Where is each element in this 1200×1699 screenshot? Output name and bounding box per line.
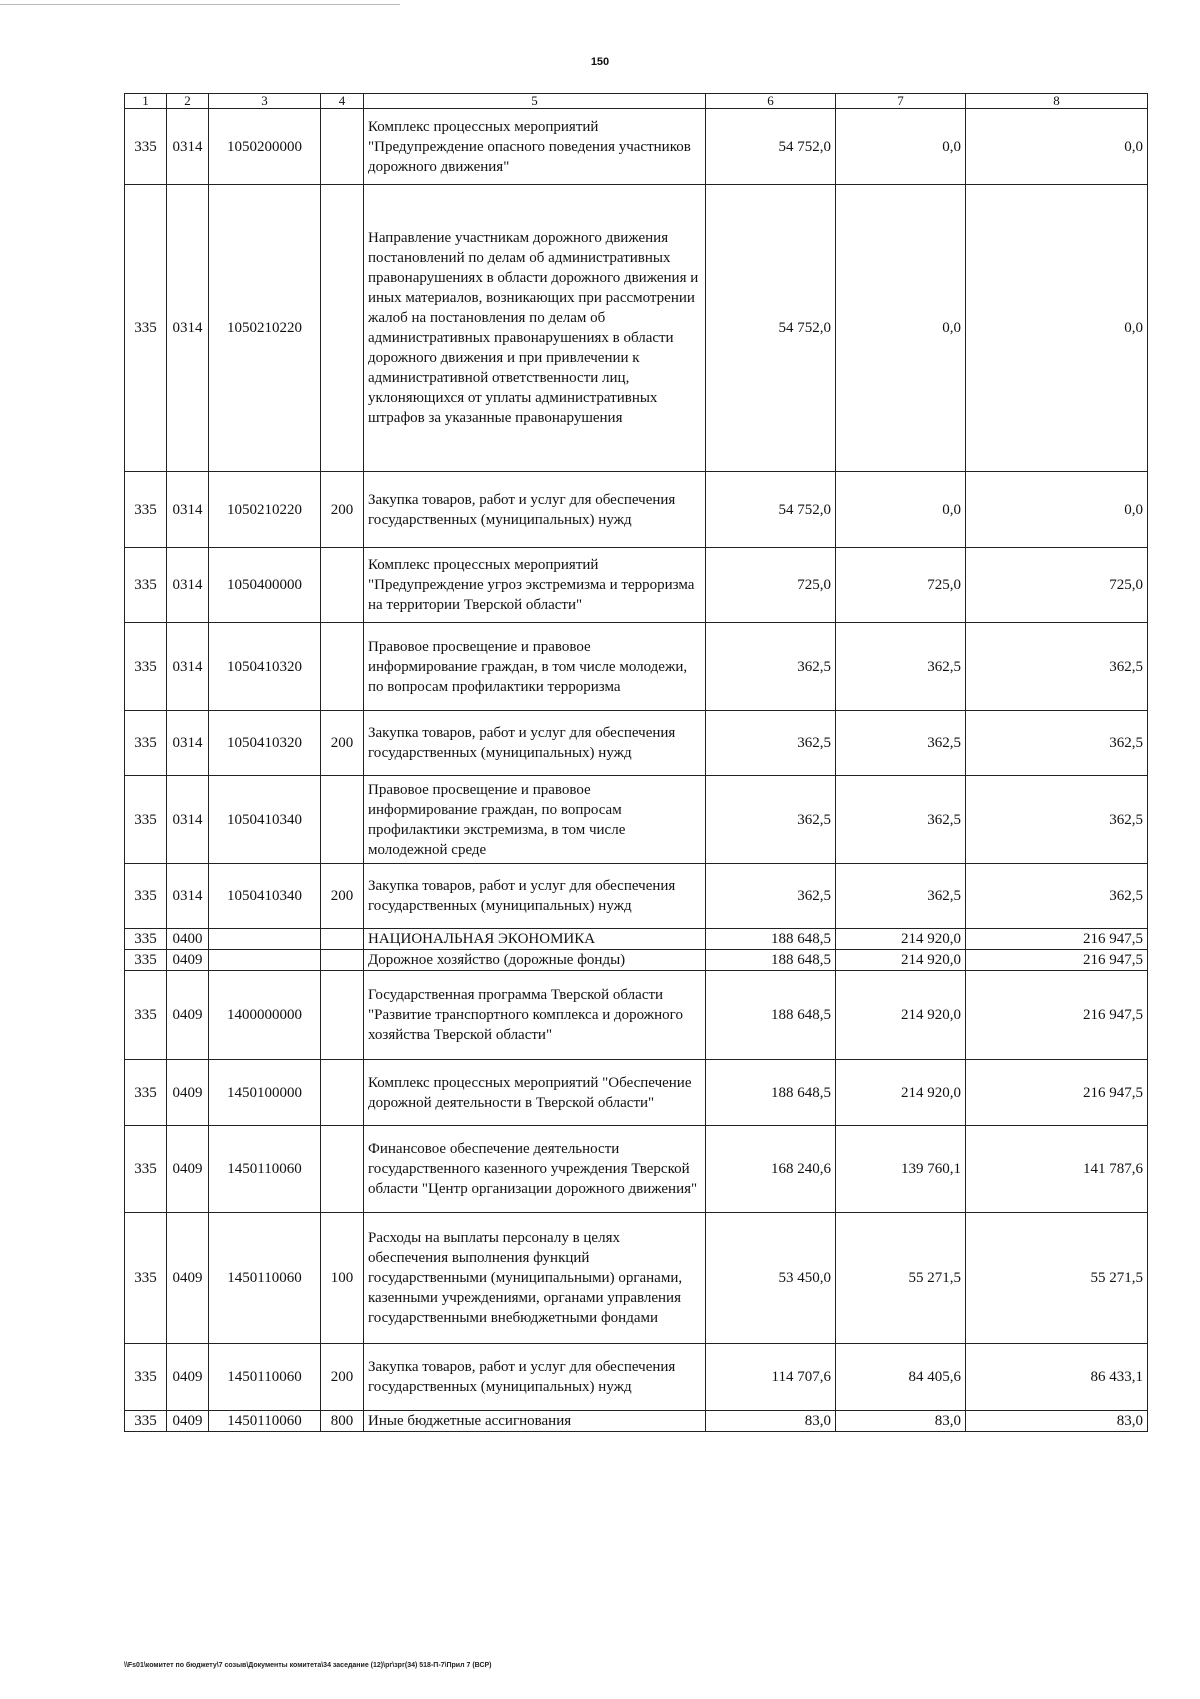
ministry-code: 335 — [125, 185, 167, 472]
amount-year-1: 54 752,0 — [706, 109, 836, 185]
section-code: 0314 — [167, 548, 209, 623]
target-article-code: 1050200000 — [209, 109, 321, 185]
section-code: 0409 — [167, 1060, 209, 1126]
section-code: 0314 — [167, 864, 209, 929]
amount-year-2: 0,0 — [836, 472, 966, 548]
section-code: 0409 — [167, 1126, 209, 1213]
item-description: Комплекс процессных мероприятий "Обеспечение дорожной деятельности в Тверской области" — [364, 1060, 706, 1126]
ministry-code: 335 — [125, 623, 167, 711]
amount-year-3: 362,5 — [966, 711, 1148, 776]
header-cell: 6 — [706, 94, 836, 109]
expense-type-code: 100 — [321, 1213, 364, 1344]
item-description: Иные бюджетные ассигнования — [364, 1411, 706, 1432]
section-code: 0314 — [167, 472, 209, 548]
expense-type-code — [321, 623, 364, 711]
target-article-code: 1050210220 — [209, 472, 321, 548]
amount-year-1: 188 648,5 — [706, 1060, 836, 1126]
amount-year-1: 54 752,0 — [706, 472, 836, 548]
amount-year-3: 362,5 — [966, 776, 1148, 864]
header-row — [125, 94, 1148, 109]
item-description: Закупка товаров, работ и услуг для обеспечения государственных (муниципальных) нужд — [364, 864, 706, 929]
expense-type-code — [321, 971, 364, 1060]
section-code: 0400 — [167, 929, 209, 950]
expense-type-code: 200 — [321, 711, 364, 776]
item-description: Комплекс процессных мероприятий "Предупреждение угроз экстремизма и терроризма на территории Тверской области" — [364, 548, 706, 623]
ministry-code: 335 — [125, 548, 167, 623]
expense-type-code: 800 — [321, 1411, 364, 1432]
amount-year-2: 214 920,0 — [836, 1060, 966, 1126]
amount-year-3: 725,0 — [966, 548, 1148, 623]
table-row — [125, 950, 1148, 971]
target-article-code: 1050410340 — [209, 776, 321, 864]
amount-year-2: 362,5 — [836, 776, 966, 864]
amount-year-1: 114 707,6 — [706, 1344, 836, 1411]
table-row — [125, 472, 1148, 548]
amount-year-2: 362,5 — [836, 623, 966, 711]
section-code: 0314 — [167, 109, 209, 185]
amount-year-3: 0,0 — [966, 109, 1148, 185]
table-row — [125, 776, 1148, 864]
amount-year-1: 362,5 — [706, 623, 836, 711]
target-article-code: 1450110060 — [209, 1126, 321, 1213]
target-article-code: 1050410340 — [209, 864, 321, 929]
expense-type-code — [321, 776, 364, 864]
item-description: Правовое просвещение и правовое информирование граждан, в том числе молодежи, по вопросам профилактики терроризма — [364, 623, 706, 711]
amount-year-3: 55 271,5 — [966, 1213, 1148, 1344]
target-article-code: 1050210220 — [209, 185, 321, 472]
amount-year-3: 83,0 — [966, 1411, 1148, 1432]
section-code: 0409 — [167, 950, 209, 971]
item-description: Дорожное хозяйство (дорожные фонды) — [364, 950, 706, 971]
target-article-code: 1450110060 — [209, 1213, 321, 1344]
section-code: 0314 — [167, 185, 209, 472]
amount-year-2: 55 271,5 — [836, 1213, 966, 1344]
amount-year-3: 0,0 — [966, 472, 1148, 548]
section-code: 0409 — [167, 1213, 209, 1344]
ministry-code: 335 — [125, 1411, 167, 1432]
target-article-code: 1400000000 — [209, 971, 321, 1060]
ministry-code: 335 — [125, 776, 167, 864]
expense-type-code: 200 — [321, 864, 364, 929]
expense-type-code — [321, 1060, 364, 1126]
table-row — [125, 1213, 1148, 1344]
table-row — [125, 1344, 1148, 1411]
header-cell: 8 — [966, 94, 1148, 109]
amount-year-1: 83,0 — [706, 1411, 836, 1432]
amount-year-2: 83,0 — [836, 1411, 966, 1432]
amount-year-1: 53 450,0 — [706, 1213, 836, 1344]
amount-year-2: 725,0 — [836, 548, 966, 623]
expense-type-code — [321, 185, 364, 472]
ministry-code: 335 — [125, 950, 167, 971]
target-article-code — [209, 950, 321, 971]
target-article-code: 1050410320 — [209, 711, 321, 776]
section-code: 0314 — [167, 711, 209, 776]
amount-year-2: 214 920,0 — [836, 971, 966, 1060]
item-description: НАЦИОНАЛЬНАЯ ЭКОНОМИКА — [364, 929, 706, 950]
amount-year-3: 141 787,6 — [966, 1126, 1148, 1213]
amount-year-3: 0,0 — [966, 185, 1148, 472]
file-path-footer: \\Fs01\комитет по бюджету\7 созыв\Документы комитета\34 заседание (12)\рг\зрг(34) 518-П-7\Прил 7 (ВСР) — [124, 1662, 492, 1669]
target-article-code — [209, 929, 321, 950]
table-row — [125, 711, 1148, 776]
ministry-code: 335 — [125, 472, 167, 548]
item-description: Финансовое обеспечение деятельности государственного казенного учреждения Тверской области "Центр организации дорожного движения" — [364, 1126, 706, 1213]
ministry-code: 335 — [125, 971, 167, 1060]
expense-type-code: 200 — [321, 472, 364, 548]
item-description: Комплекс процессных мероприятий "Предупреждение опасного поведения участников дорожного движения" — [364, 109, 706, 185]
ministry-code: 335 — [125, 1126, 167, 1213]
scan-edge-line — [0, 4, 400, 5]
section-code: 0409 — [167, 1344, 209, 1411]
amount-year-1: 168 240,6 — [706, 1126, 836, 1213]
amount-year-3: 216 947,5 — [966, 929, 1148, 950]
amount-year-1: 188 648,5 — [706, 971, 836, 1060]
amount-year-1: 362,5 — [706, 864, 836, 929]
table-row — [125, 971, 1148, 1060]
section-code: 0314 — [167, 623, 209, 711]
amount-year-2: 0,0 — [836, 109, 966, 185]
ministry-code: 335 — [125, 711, 167, 776]
table-row — [125, 1060, 1148, 1126]
table-row — [125, 864, 1148, 929]
ministry-code: 335 — [125, 864, 167, 929]
page-number: 150 — [590, 56, 610, 68]
section-code: 0409 — [167, 971, 209, 1060]
item-description: Направление участникам дорожного движения постановлений по делам об административных правонарушениях в области дорожного движения и иных материалов, возникающих при рассмотрении жалоб на постановления по делам об административных правонарушениях в области дорожного движения и при привлечении к административной ответственности лиц, уклоняющихся от уплаты административных штрафов за указанные правонарушения — [364, 185, 706, 472]
amount-year-2: 362,5 — [836, 711, 966, 776]
amount-year-2: 139 760,1 — [836, 1126, 966, 1213]
item-description: Государственная программа Тверской области "Развитие транспортного комплекса и дорожного хозяйства Тверской области" — [364, 971, 706, 1060]
ministry-code: 335 — [125, 929, 167, 950]
expense-type-code — [321, 548, 364, 623]
header-cell: 1 — [125, 94, 167, 109]
amount-year-3: 362,5 — [966, 623, 1148, 711]
amount-year-2: 214 920,0 — [836, 929, 966, 950]
amount-year-2: 84 405,6 — [836, 1344, 966, 1411]
amount-year-3: 362,5 — [966, 864, 1148, 929]
header-cell: 7 — [836, 94, 966, 109]
target-article-code: 1450110060 — [209, 1344, 321, 1411]
table-row — [125, 109, 1148, 185]
table-row — [125, 1411, 1148, 1432]
amount-year-1: 188 648,5 — [706, 929, 836, 950]
header-cell: 2 — [167, 94, 209, 109]
amount-year-3: 86 433,1 — [966, 1344, 1148, 1411]
amount-year-3: 216 947,5 — [966, 950, 1148, 971]
header-cell: 5 — [364, 94, 706, 109]
ministry-code: 335 — [125, 1213, 167, 1344]
ministry-code: 335 — [125, 1060, 167, 1126]
item-description: Правовое просвещение и правовое информирование граждан, по вопросам профилактики экстремизма, в том числе молодежной среде — [364, 776, 706, 864]
amount-year-3: 216 947,5 — [966, 971, 1148, 1060]
amount-year-2: 214 920,0 — [836, 950, 966, 971]
ministry-code: 335 — [125, 1344, 167, 1411]
expense-type-code — [321, 950, 364, 971]
table-row — [125, 929, 1148, 950]
table-row — [125, 548, 1148, 623]
target-article-code: 1450110060 — [209, 1411, 321, 1432]
expense-type-code — [321, 929, 364, 950]
amount-year-1: 362,5 — [706, 776, 836, 864]
item-description: Расходы на выплаты персоналу в целях обеспечения выполнения функций государственными (муниципальными) органами, казенными учреждениями, органами управления государственными внебюджетными фондами — [364, 1213, 706, 1344]
amount-year-1: 188 648,5 — [706, 950, 836, 971]
table-row — [125, 1126, 1148, 1213]
budget-table — [124, 93, 1148, 1432]
amount-year-3: 216 947,5 — [966, 1060, 1148, 1126]
target-article-code: 1450100000 — [209, 1060, 321, 1126]
item-description: Закупка товаров, работ и услуг для обеспечения государственных (муниципальных) нужд — [364, 472, 706, 548]
ministry-code: 335 — [125, 109, 167, 185]
amount-year-2: 362,5 — [836, 864, 966, 929]
target-article-code: 1050410320 — [209, 623, 321, 711]
header-cell: 3 — [209, 94, 321, 109]
item-description: Закупка товаров, работ и услуг для обеспечения государственных (муниципальных) нужд — [364, 1344, 706, 1411]
amount-year-1: 54 752,0 — [706, 185, 836, 472]
header-cell: 4 — [321, 94, 364, 109]
section-code: 0314 — [167, 776, 209, 864]
target-article-code: 1050400000 — [209, 548, 321, 623]
amount-year-1: 725,0 — [706, 548, 836, 623]
expense-type-code: 200 — [321, 1344, 364, 1411]
table-row — [125, 623, 1148, 711]
item-description: Закупка товаров, работ и услуг для обеспечения государственных (муниципальных) нужд — [364, 711, 706, 776]
expense-type-code — [321, 109, 364, 185]
expense-type-code — [321, 1126, 364, 1213]
amount-year-1: 362,5 — [706, 711, 836, 776]
amount-year-2: 0,0 — [836, 185, 966, 472]
section-code: 0409 — [167, 1411, 209, 1432]
table-row — [125, 185, 1148, 472]
